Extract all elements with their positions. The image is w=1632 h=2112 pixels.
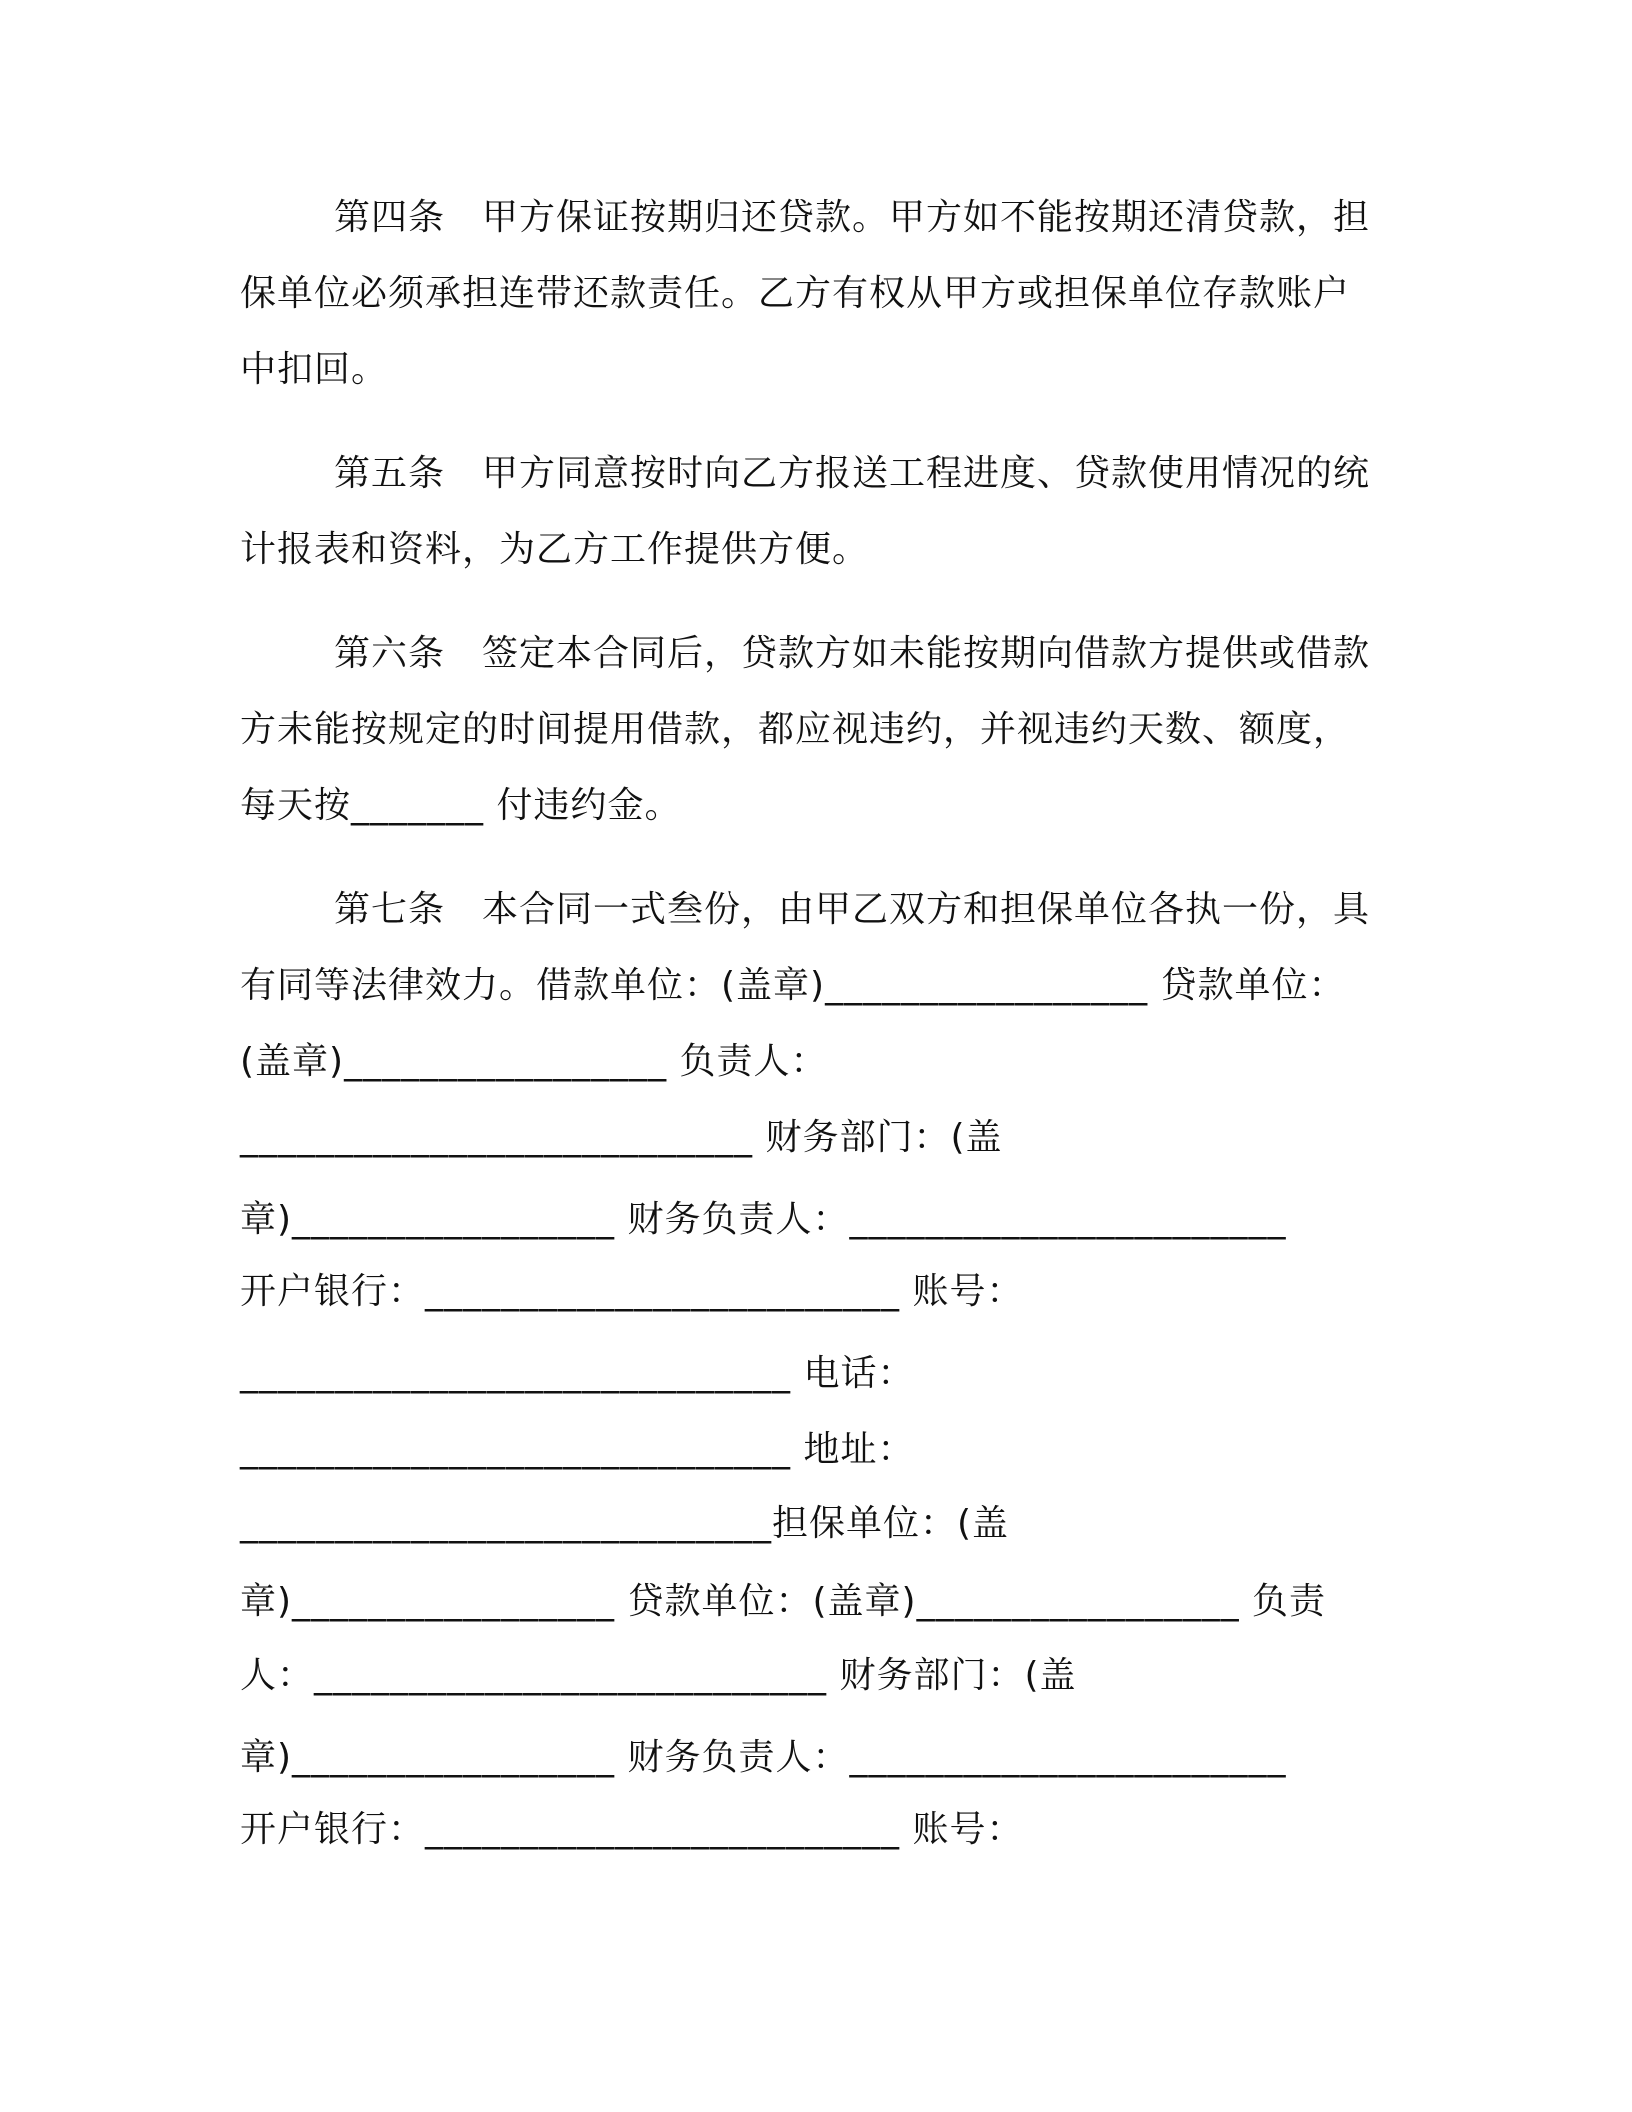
article-6-line-2: 方未能按规定的时间提用借款，都应视违约，并视违约天数、额度， [240,709,1351,750]
signature-line-11: 开户银行：_________________________ 账号： [240,1809,1024,1850]
article-7-line-1: 第七条 本合同一式叁份，由甲乙双方和担保单位各执一份，具 [334,889,1371,930]
article-6-line-3: 每天按_______ 付违约金。 [240,785,682,826]
signature-line-9: 人：___________________________ 财务部门：(盖 [240,1655,1077,1696]
article-4-line-3: 中扣回。 [240,349,389,390]
signature-line-2: ___________________________ 财务部门：(盖 [240,1117,1003,1158]
signature-line-8: 章)_________________ 贷款单位：(盖章)_________________ 负责 [240,1581,1327,1622]
article-7-line-2: 有同等法律效力。借款单位：(盖章)_________________ 贷款单位： [240,965,1346,1006]
article-4-line-1: 第四条 甲方保证按期归还贷款。甲方如不能按期还清贷款，担 [334,197,1371,238]
article-5-line-2: 计报表和资料，为乙方工作提供方便。 [240,529,870,570]
article-4-line-2: 保单位必须承担连带还款责任。乙方有权从甲方或担保单位存款账户 [240,273,1351,314]
signature-line-7: ____________________________担保单位：(盖 [240,1503,1010,1544]
signature-line-1: (盖章)_________________ 负责人： [240,1041,828,1082]
signature-line-3: 章)_________________ 财务负责人：_______________________ [240,1199,1287,1240]
signature-line-6: _____________________________ 地址： [240,1429,915,1470]
signature-line-10: 章)_________________ 财务负责人：_______________________ [240,1737,1287,1778]
article-6-line-1: 第六条 签定本合同后，贷款方如未能按期向借款方提供或借款 [334,633,1371,674]
signature-line-4: 开户银行：_________________________ 账号： [240,1271,1024,1312]
article-5-line-1: 第五条 甲方同意按时向乙方报送工程进度、贷款使用情况的统 [334,453,1371,494]
signature-line-5: _____________________________ 电话： [240,1353,915,1394]
